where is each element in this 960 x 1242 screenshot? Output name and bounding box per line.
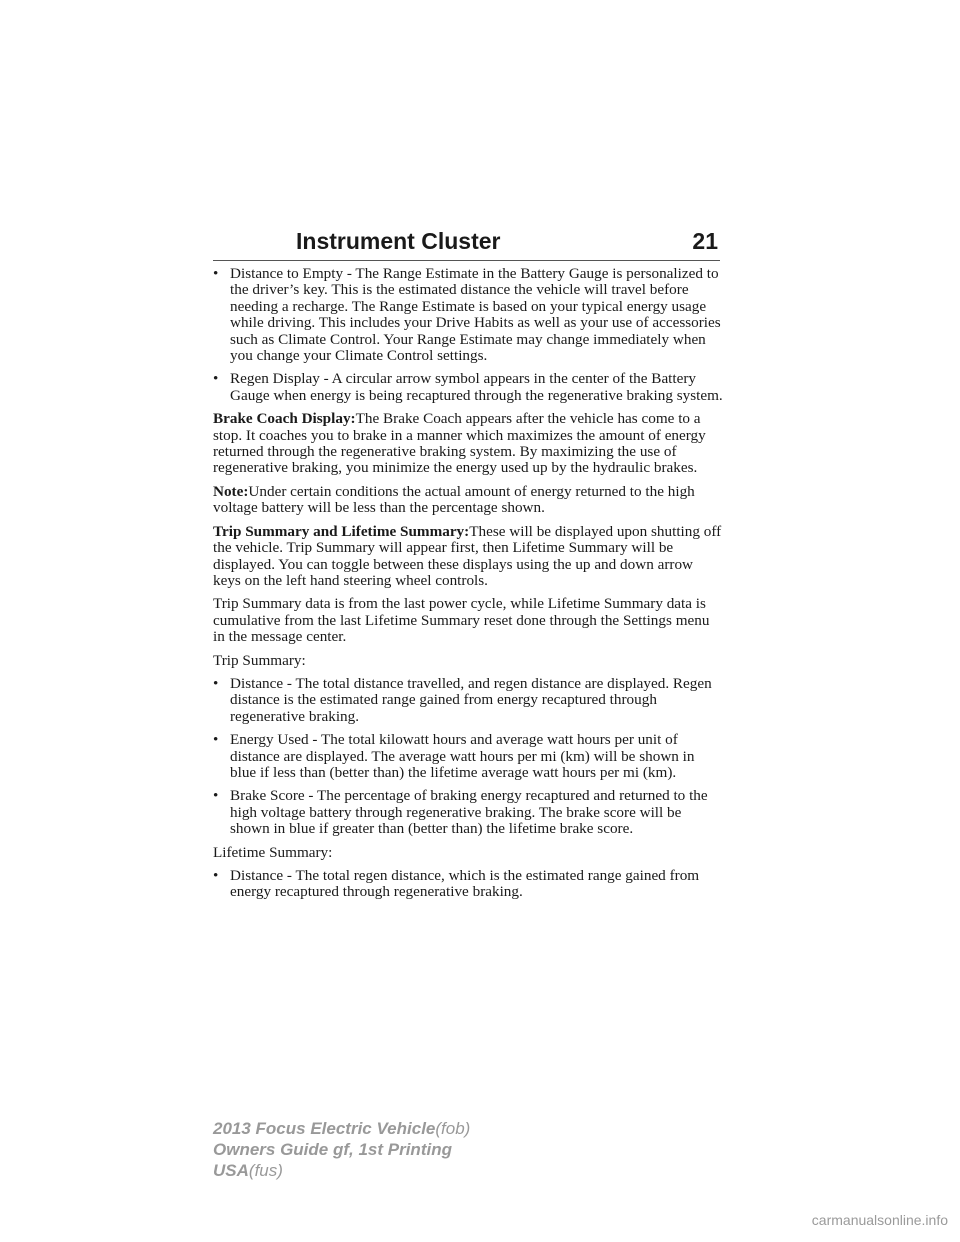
bullet-text: Brake Score - The percentage of braking energy recaptured and returned to the high voltage battery through regenerative braking. The brake score will be shown in blue if greater than (better than) the lifetime brake score. — [230, 787, 708, 838]
bullet-text: Distance - The total regen distance, which is the estimated range gained from energy recaptured through regenerative braking. — [230, 867, 700, 901]
page-header — [213, 228, 720, 260]
bullet-brake-score — [213, 788, 723, 837]
section-title: Instrument Cluster — [296, 228, 501, 254]
bullet-distance-to-empty — [213, 266, 723, 364]
footer-market-code: (fus) — [248, 1161, 283, 1180]
paragraph-trip-data: Trip Summary data is from the last power cycle, while Lifetime Summary data is cumulative from the last Lifetime Summary reset done through the Settings menu in the message center. — [213, 595, 710, 646]
bullet-lifetime-distance — [213, 868, 723, 901]
watermark-link[interactable]: carmanualsonline.info — [811, 1212, 948, 1228]
bullet-icon: • — [213, 674, 219, 692]
bullet-icon: • — [213, 370, 219, 388]
footer-vehicle-code: (fob) — [435, 1119, 471, 1138]
bullet-text: Energy Used - The total kilowatt hours and average watt hours per unit of distance are displayed. The average watt hours per mi (km) will be shown in blue if less than (better than) the lifetime average watt hours per mi (km). — [230, 731, 695, 781]
trip-summary-label: Trip Summary: — [213, 651, 306, 669]
footer-line-1 — [213, 1118, 470, 1139]
bullet-text: Distance to Empty - The Range Estimate in the Battery Gauge is personalized to the driver’s key. This is the estimated distance the vehicle will travel before needing a recharge. The Range Estimate is based on your typical energy usage while driving. This includes your Drive Habits as well as your use of accessories such as Climate Control. Your Range Estimate may change immediately when you change your Climate Control settings. — [230, 265, 721, 365]
paragraph-brake-coach — [213, 411, 723, 477]
brake-coach-text: The Brake Coach appears after the vehicle has come to a stop. It coaches you to brake in a manner which maximizes the amount of energy returned through the regenerative braking system. By maximizing the use of regenerative braking, you minimize the energy used up by the hydraulic brakes. — [213, 410, 706, 477]
bullet-regen-display — [213, 371, 723, 404]
lifetime-summary-label: Lifetime Summary: — [213, 843, 333, 861]
note-text: Under certain conditions the actual amount of energy returned to the high voltage battery will be less than the percentage shown. — [213, 482, 695, 517]
paragraph-note — [213, 484, 723, 517]
bullet-icon: • — [213, 731, 219, 749]
summary-heading: Trip Summary and Lifetime Summary: — [213, 522, 470, 540]
header-divider — [213, 260, 720, 261]
bullet-text: Regen Display - A circular arrow symbol appears in the center of the Battery Gauge when energy is being recaptured through the regenerative braking system. — [230, 370, 723, 404]
bullet-icon: • — [213, 867, 219, 884]
brake-coach-heading: Brake Coach Display: — [213, 410, 356, 428]
note-heading: Note: — [213, 482, 249, 500]
bullet-icon: • — [213, 265, 219, 282]
bullet-icon: • — [213, 787, 219, 805]
footer-line-2: Owners Guide gf, 1st Printing — [213, 1140, 452, 1159]
document-footer — [213, 1118, 470, 1181]
page-number: 21 — [692, 228, 718, 254]
footer-vehicle: 2013 Focus Electric Vehicle — [213, 1119, 436, 1138]
bullet-energy-used — [213, 732, 723, 781]
summary-text: These will be displayed upon shutting off the vehicle. Trip Summary will appear first, then Lifetime Summary will be displayed. You can toggle between these displays using the up and down arrow keys on the left hand steering wheel controls. — [213, 522, 722, 589]
bullet-text: Distance - The total distance travelled, and regen distance are displayed. Regen distance is the estimated range gained from energy recaptured through regenerative braking. — [230, 674, 712, 725]
bullet-trip-distance — [213, 676, 723, 725]
footer-market: USA — [213, 1161, 249, 1180]
paragraph-summary — [213, 524, 723, 590]
page-body — [213, 266, 723, 908]
footer-line-3 — [213, 1160, 470, 1181]
